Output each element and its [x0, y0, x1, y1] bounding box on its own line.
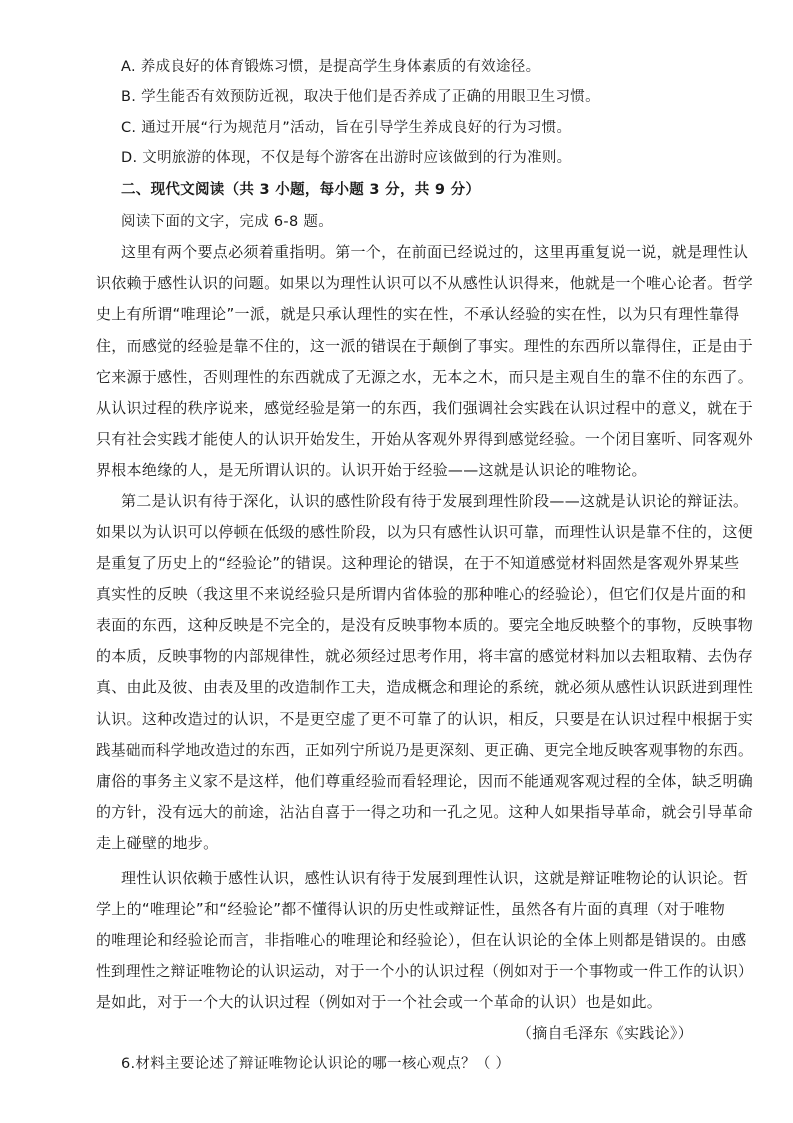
question-6: 6.材料主要论述了辩证唯物论认识论的哪一核心观点？（ ） [121, 1056, 511, 1072]
option-b: B. 学生能否有效预防近视，取决于他们是否养成了正确的用眼卫生习惯。 [121, 89, 600, 105]
paragraph3-line: 性到理性之辩证唯物论的认识运动，对于一个小的认识过程（例如对于一个事物或一件工作的认识） [96, 962, 753, 980]
paragraph1-line: 这里有两个要点必须着重指明。第一个，在前面已经说过的，这里再重复说一说，就是理性认 [121, 243, 749, 261]
option-d: D. 文明旅游的体现，不仅是每个游客在出游时应该做到的行为准则。 [121, 150, 572, 166]
paragraph2-line: 认识。这种改造过的认识，不是更空虚了更不可靠了的认识，相反，只要是在认识过程中根据于实 [96, 710, 753, 728]
paragraph2-line: 走上碰壁的地步。 [96, 834, 219, 852]
paragraph2-line: 如果以为认识可以停顿在低级的感性阶段，以为只有感性认识可靠，而理性认识是靠不住的，这便 [96, 523, 753, 541]
paragraph2-line: 践基础而科学地改造过的东西，正如列宁所说乃是更深刻、更正确、更完全地反映客观事物的东西。 [96, 741, 753, 759]
paragraph1-line: 史上有所谓“唯理论”一派，就是只承认理性的实在性，不承认经验的实在性，以为只有理性靠得 [96, 305, 740, 323]
paragraph3-line: 的唯理论和经验论而言，非指唯心的唯理论和经验论），但在认识论的全体上则都是错误的。由感 [96, 931, 747, 949]
paragraph2-line: 的本质，反映事物的内部规律性，就必须经过思考作用，将丰富的感觉材料加以去粗取精、去伪存 [96, 647, 753, 665]
paragraph1-line: 只有社会实践才能使人的认识开始发生，开始从客观外界得到感觉经验。一个闭目塞听、同客观外 [96, 430, 753, 448]
paragraph2-line: 庸俗的事务主义家不是这样，他们尊重经验而看轻理论，因而不能通观客观过程的全体，缺乏明确 [96, 772, 753, 790]
paragraph1-line: 它来源于感性，否则理性的东西就成了无源之水，无本之木，而只是主观自生的靠不住的东西了。 [96, 368, 753, 386]
paragraph1-line: 界根本绝缘的人，是无所谓认识的。认识开始于经验——这就是认识论的唯物论。 [96, 461, 647, 479]
paragraph2-line: 真、由此及彼、由表及里的改造制作工夫，造成概念和理论的系统，就必须从感性认识跃进到理性 [96, 678, 753, 696]
paragraph1-line: 识依赖于感性认识的问题。如果以为理性认识可以不从感性认识得来，他就是一个唯心论者。哲学 [96, 274, 753, 292]
paragraph3-line: 是如此，对于一个大的认识过程（例如对于一个社会或一个革命的认识）也是如此。 [96, 993, 663, 1011]
section-heading: 二、现代文阅读（共 3 小题，每小题 3 分，共 9 分） [121, 182, 481, 198]
paragraph2-line: 第二是认识有待于深化，认识的感性阶段有待于发展到理性阶段——这就是认识论的辩证法。 [121, 492, 749, 510]
paragraph2-line: 表面的东西，这种反映是不完全的，是没有反映事物本质的。要完全地反映整个的事物，反映事物 [96, 616, 753, 634]
paragraph2-line: 的方针，没有远大的前途，沾沾自喜于一得之功和一孔之见。这种人如果指导革命，就会引导革命 [96, 803, 753, 821]
paragraph1-line: 从认识过程的秩序说来，感觉经验是第一的东西，我们强调社会实践在认识过程中的意义，就在于 [96, 399, 753, 417]
reading-instruction: 阅读下面的文字，完成 6-8 题。 [121, 214, 333, 230]
option-a: A. 养成良好的体育锻炼习惯，是提高学生身体素质的有效途径。 [121, 59, 541, 75]
paragraph2-line: 真实性的反映（我这里不来说经验只是所谓内省体验的那种唯心的经验论），但它们仅是片面的和 [96, 585, 747, 603]
source-citation: （摘自毛泽东《实践论》） [516, 1024, 693, 1042]
paragraph3-line: 理性认识依赖于感性认识，感性认识有待于发展到理性认识，这就是辩证唯物论的认识论。哲 [121, 869, 749, 887]
paragraph3-line: 学上的“唯理论”和“经验论”都不懂得认识的历史性或辩证性，虽然各有片面的真理（对于唯物 [96, 900, 725, 918]
paragraph1-line: 住，而感觉的经验是靠不住的，这一派的错误在于颠倒了事实。理性的东西所以靠得住，正是由于 [96, 337, 753, 355]
option-c: C. 通过开展“行为规范月”活动，旨在引导学生养成良好的行为习惯。 [121, 120, 572, 136]
paragraph2-line: 是重复了历史上的“经验论”的错误。这种理论的错误，在于不知道感觉材料固然是客观外界某些 [96, 554, 740, 572]
